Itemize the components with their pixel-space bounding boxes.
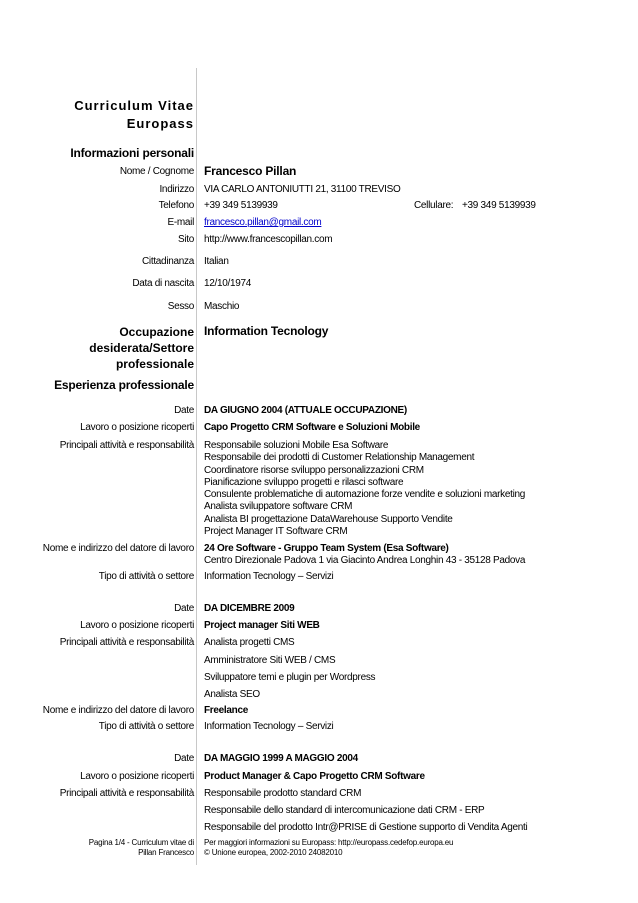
site-label: Sito xyxy=(177,234,194,245)
activity-item: Pianificazione sviluppo progetti e rilasci software xyxy=(204,476,404,488)
job2-employer-label: Nome e indirizzo del datore di lavoro xyxy=(42,705,194,716)
employer-address: Centro Direzionale Padova 1 via Giacinto Andrea Longhin 43 - 35128 Padova xyxy=(204,555,526,567)
phone-value: +39 349 5139939 xyxy=(204,200,278,211)
cv-title xyxy=(74,97,194,133)
activity-item: Project Manager IT Software CRM xyxy=(204,526,348,538)
job3-date: DA MAGGIO 1999 A MAGGIO 2004 xyxy=(204,753,358,764)
job2-activities-label: Principali attività e responsabilità xyxy=(59,637,194,648)
job1-position: Capo Progetto CRM Software e Soluzioni Mobile xyxy=(204,422,420,433)
job2-date-label: Date xyxy=(174,603,194,614)
activity-item: Responsabile soluzioni Mobile Esa Software xyxy=(204,440,389,451)
page-number: Pagina 1/4 - Curriculum vitae di xyxy=(88,838,194,847)
job1-sector: Information Tecnology – Servizi xyxy=(204,571,334,582)
job1-activities-label: Principali attività e responsabilità xyxy=(59,440,194,451)
copyright: © Unione europea, 2002-2010 24082010 xyxy=(204,848,343,857)
activity-item: Consulente problematiche di automazione forze vendite e soluzioni marketing xyxy=(204,489,526,501)
job3-date-label: Date xyxy=(174,753,194,764)
cv-title-line1: Curriculum Vitae xyxy=(74,98,194,113)
occupation-label-line3: professionale xyxy=(115,357,194,371)
birth-date-label: Data di nascita xyxy=(132,278,194,289)
page-owner: Pillan Francesco xyxy=(138,848,194,857)
name-label: Nome / Cognome xyxy=(119,166,194,177)
job1-position-label: Lavoro o posizione ricoperti xyxy=(80,422,194,433)
email-label: E-mail xyxy=(167,217,194,228)
citizenship-value: Italian xyxy=(204,256,229,267)
job1-sector-label: Tipo di attività o settore xyxy=(98,571,194,582)
mobile-value: +39 349 5139939 xyxy=(462,200,536,211)
name-value: Francesco Pillan xyxy=(204,164,297,178)
birth-date-value: 12/10/1974 xyxy=(204,278,252,289)
job2-sector: Information Tecnology – Servizi xyxy=(204,721,334,732)
sex-label: Sesso xyxy=(167,301,194,312)
occupation-label-line1: Occupazione xyxy=(119,325,194,339)
page-footer-left xyxy=(89,838,194,858)
cv-title-line2: Europass xyxy=(126,116,194,131)
employer-name: 24 Ore Software - Gruppo Team System (Esa Software) xyxy=(204,543,449,554)
activity-item: Coordinatore risorse sviluppo personalizzazioni CRM xyxy=(204,464,424,476)
activity-item: Analista progetti CMS xyxy=(204,637,295,648)
job2-employer: Freelance xyxy=(204,705,248,716)
job2-date: DA DICEMBRE 2009 xyxy=(204,603,295,614)
sex-value: Maschio xyxy=(204,301,240,312)
job2-position-label: Lavoro o posizione ricoperti xyxy=(80,620,194,631)
mobile-label: Cellulare: xyxy=(414,200,454,211)
job1-activities xyxy=(204,440,525,538)
activity-item: Analista BI progettazione DataWarehouse Supporto Vendite xyxy=(204,513,453,525)
occupation-label-line2: desiderata/Settore xyxy=(89,341,194,355)
occupation-value: Information Tecnology xyxy=(204,324,329,338)
activity-item: Responsabile dello standard di intercomunicazione dati CRM - ERP xyxy=(204,805,485,816)
job1-employer xyxy=(204,543,525,568)
activity-item: Amministratore Siti WEB / CMS xyxy=(204,655,336,666)
job3-activities-label: Principali attività e responsabilità xyxy=(59,788,194,799)
page-footer-right xyxy=(204,838,453,858)
job3-position-label: Lavoro o posizione ricoperti xyxy=(80,771,194,782)
job2-sector-label: Tipo di attività o settore xyxy=(98,721,194,732)
address-value: VIA CARLO ANTONIUTTI 21, 31100 TREVISO xyxy=(204,184,401,195)
europass-info: Per maggiori informazioni su Europass: http://europass.cedefop.europa.eu xyxy=(204,838,454,847)
phone-label: Telefono xyxy=(158,200,194,211)
job3-position: Product Manager & Capo Progetto CRM Software xyxy=(204,771,425,782)
email-link[interactable]: francesco.pillan@gmail.com xyxy=(204,217,322,228)
job2-position: Project manager Siti WEB xyxy=(204,620,320,631)
activity-item: Analista sviluppatore software CRM xyxy=(204,501,353,513)
column-divider xyxy=(196,68,197,865)
job1-date-label: Date xyxy=(174,405,194,416)
activity-item: Analista SEO xyxy=(204,689,260,700)
occupation-label xyxy=(89,324,194,372)
site-value: http://www.francescopillan.com xyxy=(204,234,333,245)
activity-item: Responsabile prodotto standard CRM xyxy=(204,788,362,799)
experience-heading: Esperienza professionale xyxy=(54,378,194,392)
citizenship-label: Cittadinanza xyxy=(142,256,194,267)
job1-date: DA GIUGNO 2004 (ATTUALE OCCUPAZIONE) xyxy=(204,405,407,416)
job1-employer-label: Nome e indirizzo del datore di lavoro xyxy=(42,543,194,554)
personal-info-heading: Informazioni personali xyxy=(70,146,194,160)
address-label: Indirizzo xyxy=(159,184,194,195)
activity-item: Responsabile del prodotto Intr@PRISE di Gestione supporto di Vendita Agenti xyxy=(204,822,528,833)
activity-item: Responsabile dei prodotti di Customer Relationship Management xyxy=(204,452,475,464)
activity-item: Sviluppatore temi e plugin per Wordpress xyxy=(204,672,376,683)
